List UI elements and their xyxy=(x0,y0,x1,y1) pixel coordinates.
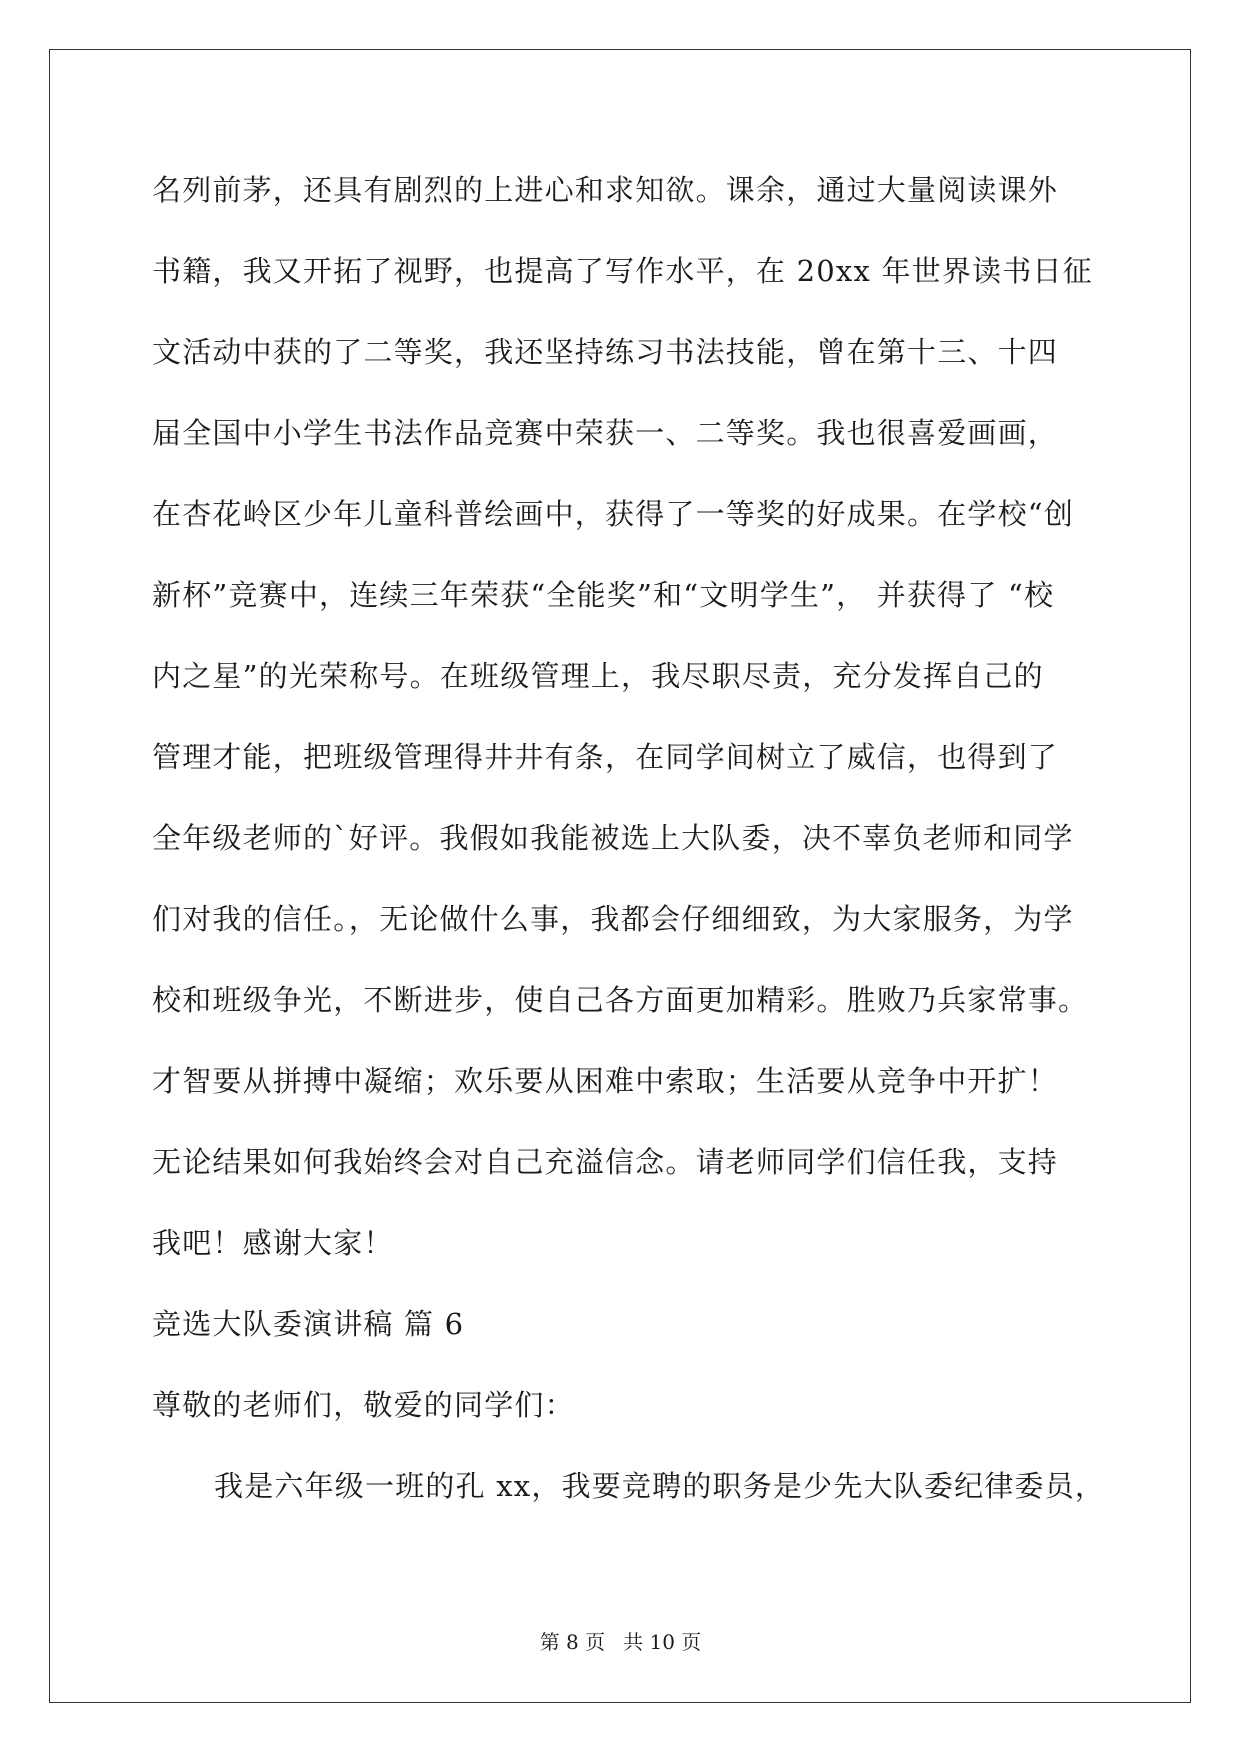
text-line: 书籍，我又开拓了视野，也提高了写作水平，在 20xx 年世界读书日征 xyxy=(152,254,1093,288)
paragraph-start: 我是六年级一班的孔 xx，我要竞聘的职务是少先大队委纪律委员， xyxy=(214,1469,1106,1503)
text-line: 新杯”竞赛中，连续三年荣获“全能奖”和“文明学生”， 并获得了 “校 xyxy=(152,578,1055,612)
text-line: 们对我的信任。，无论做什么事，我都会仔细细致，为大家服务，为学 xyxy=(152,902,1074,936)
text-line: 内之星”的光荣称号。在班级管理上，我尽职尽责，充分发挥自己的 xyxy=(152,659,1044,693)
text-line: 校和班级争光，不断进步，使自己各方面更加精彩。胜败乃兵家常事。 xyxy=(152,983,1089,1017)
page-total: 共 10 页 xyxy=(623,1630,702,1654)
text-line: 我吧！感谢大家！ xyxy=(152,1226,394,1260)
section-heading: 竞选大队委演讲稿 篇 6 xyxy=(152,1307,465,1341)
salutation: 尊敬的老师们，敬爱的同学们： xyxy=(152,1388,575,1422)
text-line: 名列前茅，还具有剧烈的上进心和求知欲。课余，通过大量阅读课外 xyxy=(152,173,1059,207)
text-line: 全年级老师的`好评。我假如我能被选上大队委，决不辜负老师和同学 xyxy=(152,821,1074,855)
document-body xyxy=(152,160,1106,1537)
text-line: 才智要从拼搏中凝缩；欢乐要从困难中索取；生活要从竞争中开扩！ xyxy=(152,1064,1059,1098)
text-line: 文活动中获的了二等奖，我还坚持练习书法技能，曾在第十三、十四 xyxy=(152,335,1059,369)
page-footer xyxy=(0,1630,1241,1654)
text-line: 无论结果如何我始终会对自己充溢信念。请老师同学们信任我，支持 xyxy=(152,1145,1059,1179)
text-line: 管理才能，把班级管理得井井有条，在同学间树立了威信，也得到了 xyxy=(152,740,1059,774)
text-line: 在杏花岭区少年儿童科普绘画中，获得了一等奖的好成果。在学校“创 xyxy=(152,497,1075,531)
page-number: 第 8 页 xyxy=(539,1630,606,1654)
text-line: 届全国中小学生书法作品竞赛中荣获一、二等奖。我也很喜爱画画， xyxy=(152,416,1059,450)
